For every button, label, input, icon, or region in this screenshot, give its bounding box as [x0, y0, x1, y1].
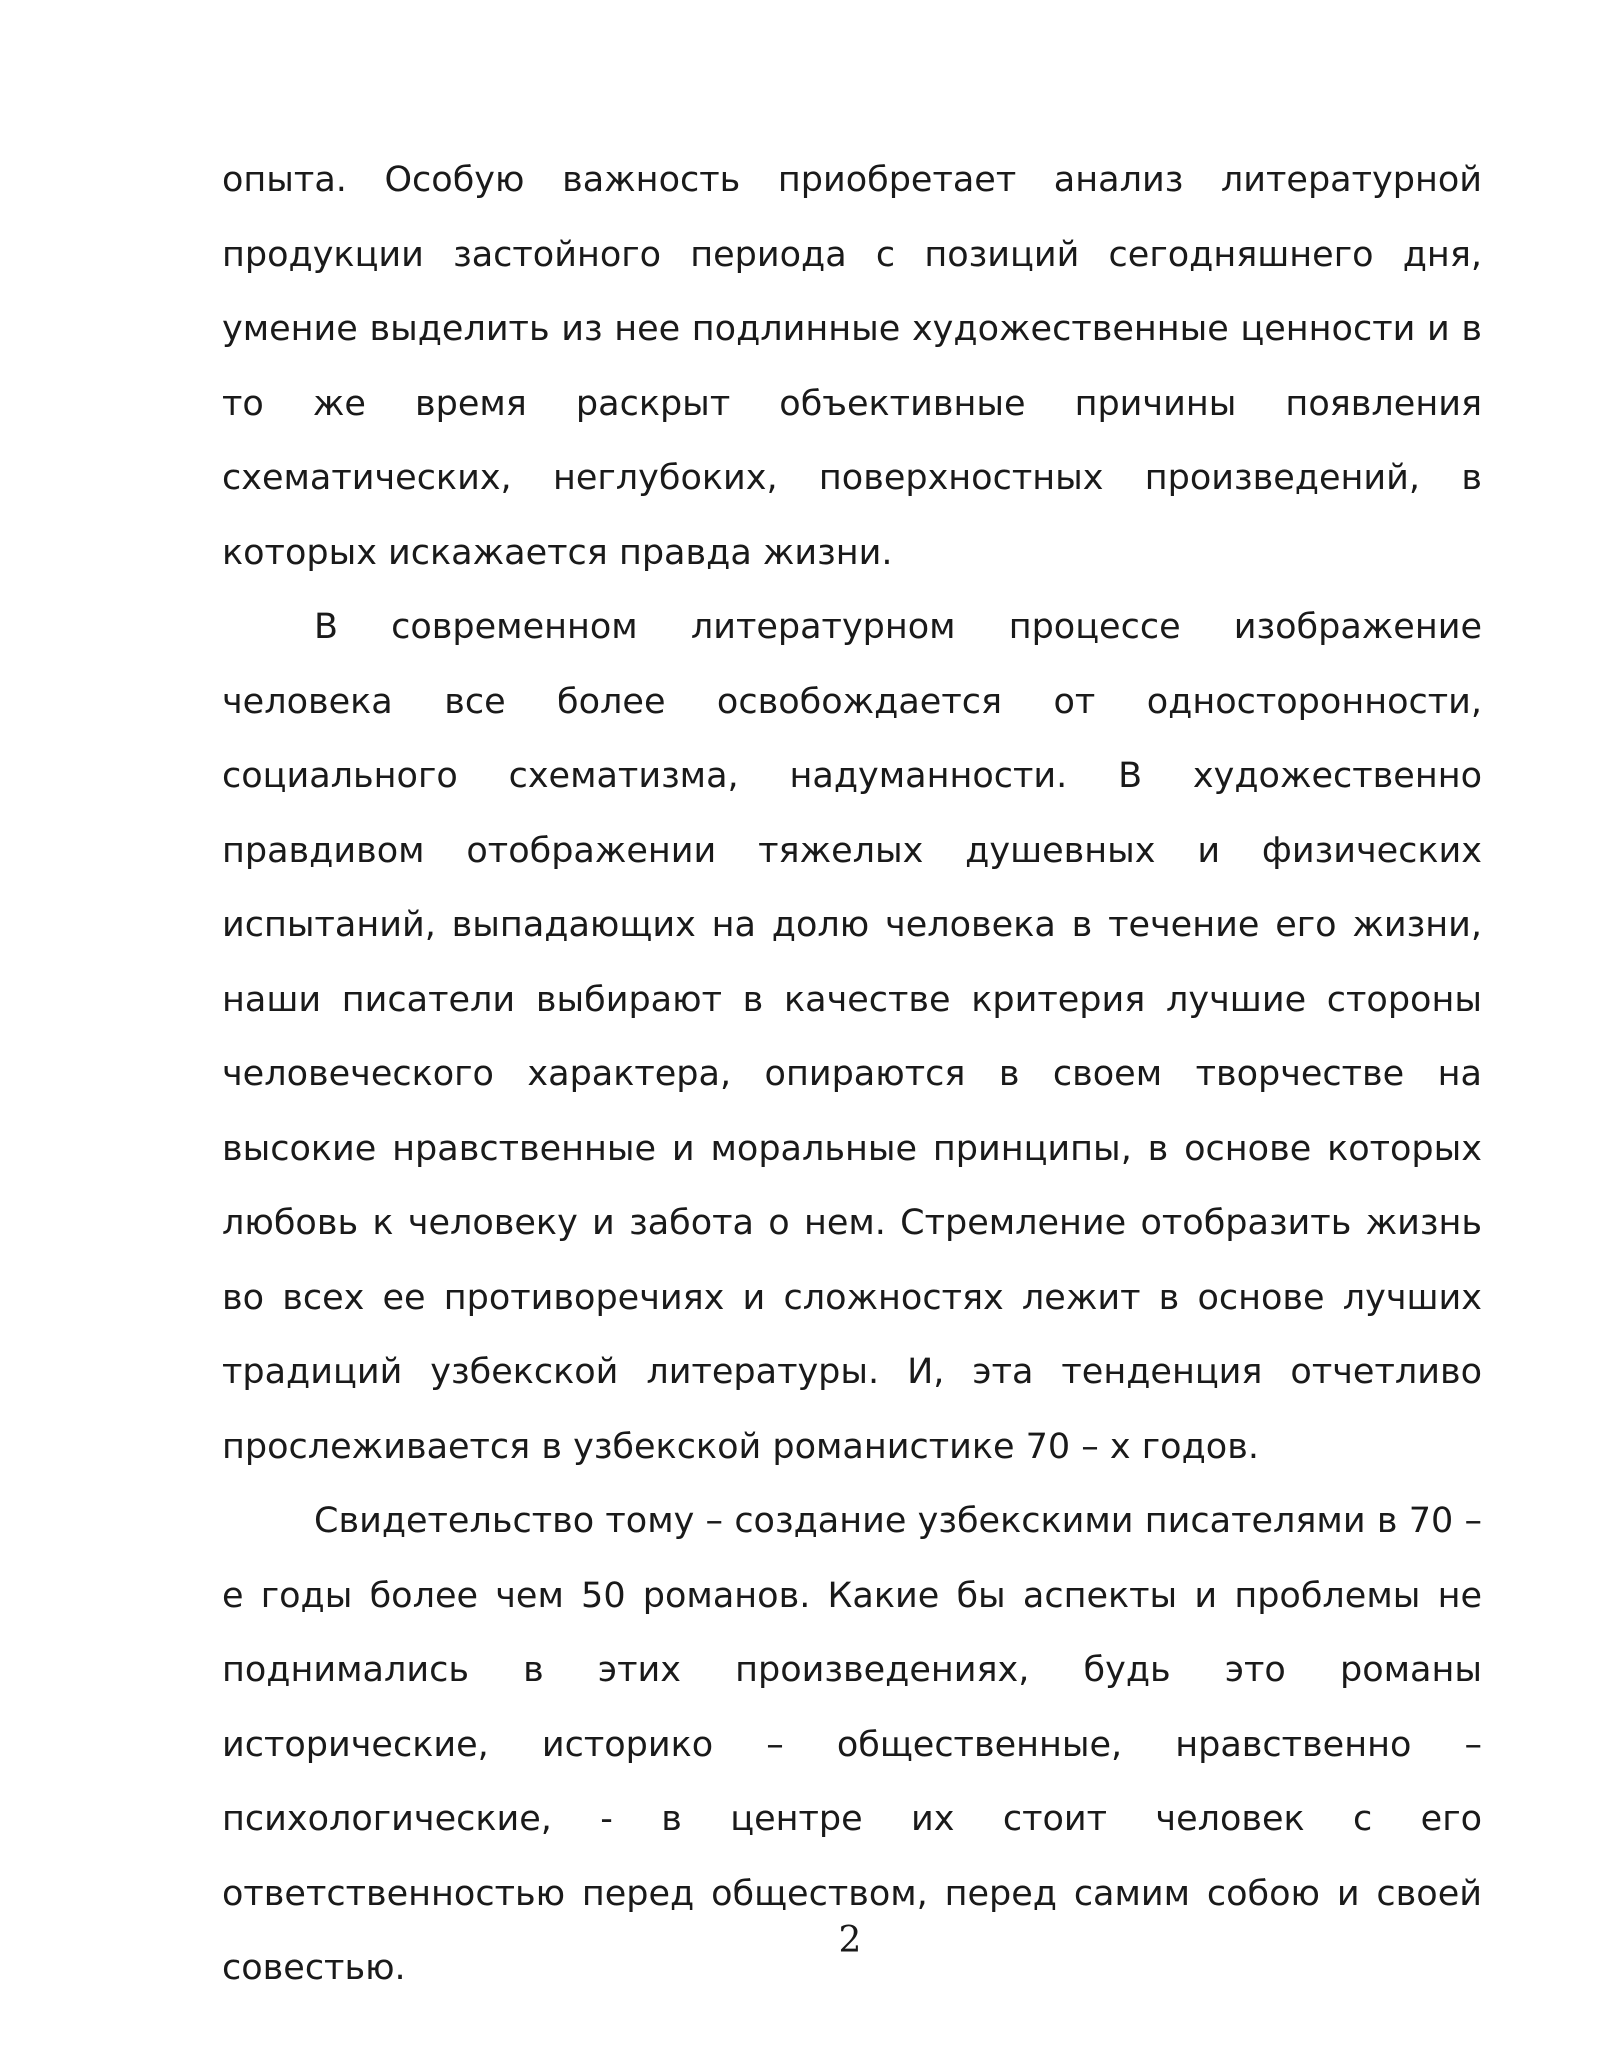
- paragraph-1: опыта. Особую важность приобретает анализ литературной продукции застойного периода с позиций сегодняшнего дня, умение выделить из нее подлинные художественные ценности и в то же время раскрыт объективные причины появления схематических, неглубоких, поверхностных произведений, в которых искажается правда жизни.: [222, 160, 1482, 573]
- page-number: 2: [838, 1920, 862, 1961]
- body-text: [222, 143, 1482, 2006]
- paragraph-3: Свидетельство тому – создание узбекскими писателями в 70 – е годы более чем 50 романов. Какие бы аспекты и проблемы не поднимались в этих произведениях, будь это романы исторические, историко – общественные, нравственно – психологические, - в центре их стоит человек с его ответственностью перед обществом, перед самим собою и своей совестью.: [222, 1501, 1482, 1988]
- paragraph-2: В современном литературном процессе изображение человека все более освобождается от односторонности, социального схематизма, надуманности. В художественно правдивом отображении тяжелых душевных и физических испытаний, выпадающих на долю человека в течение его жизни, наши писатели выбирают в качестве критерия лучшие стороны человеческого характера, опираются в своем творчестве на высокие нравственные и моральные принципы, в основе которых любовь к человеку и забота о нем. Стремление отобразить жизнь во всех ее противоречиях и сложностях лежит в основе лучших традиций узбекской литературы. И, эта тенденция отчетливо прослеживается в узбекской романистике 70 – х годов.: [222, 607, 1482, 1467]
